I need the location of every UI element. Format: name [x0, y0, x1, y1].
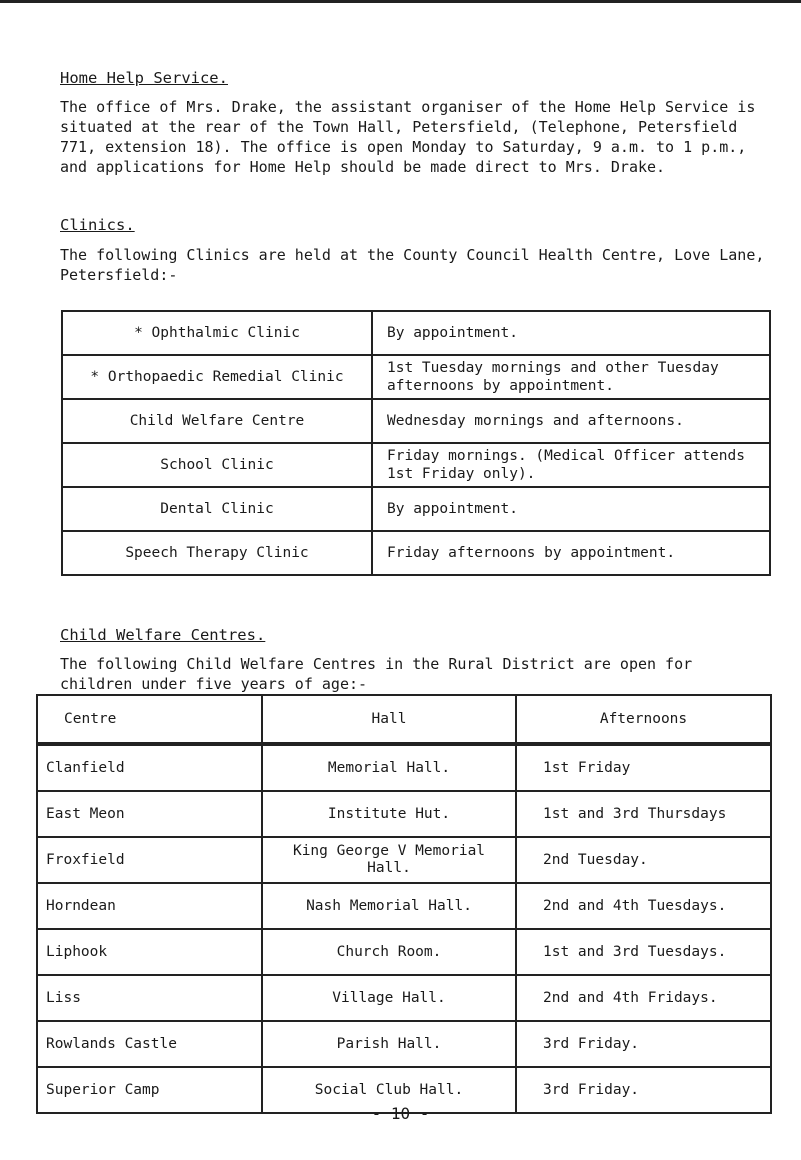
- column-header-afternoons: Afternoons: [516, 695, 771, 744]
- table-row: [62, 311, 770, 355]
- clinic-schedule: Wednesday mornings and afternoons.: [372, 399, 770, 443]
- hall-name: Nash Memorial Hall.: [262, 883, 516, 929]
- child-welfare-heading: Child Welfare Centres.: [60, 626, 266, 644]
- child-welfare-table: [36, 694, 772, 1114]
- column-header-hall: Hall: [262, 695, 516, 744]
- table-row: [62, 531, 770, 575]
- hall-name: Institute Hut.: [262, 791, 516, 837]
- hall-name: Church Room.: [262, 929, 516, 975]
- table-row: [37, 837, 771, 883]
- centre-name: Horndean: [37, 883, 262, 929]
- table-row: [62, 487, 770, 531]
- home-help-heading: Home Help Service.: [60, 69, 228, 87]
- centre-name: Froxfield: [37, 837, 262, 883]
- table-row: [37, 929, 771, 975]
- clinic-schedule: Friday afternoons by appointment.: [372, 531, 770, 575]
- centre-name: Liphook: [37, 929, 262, 975]
- clinics-table: [61, 310, 771, 576]
- clinic-name: * Ophthalmic Clinic: [62, 311, 372, 355]
- column-header-centre: Centre: [37, 695, 262, 744]
- table-row: [37, 975, 771, 1021]
- centre-name: East Meon: [37, 791, 262, 837]
- afternoons: 2nd Tuesday.: [516, 837, 771, 883]
- clinic-name: Dental Clinic: [62, 487, 372, 531]
- clinic-name: School Clinic: [62, 443, 372, 487]
- hall-name: Village Hall.: [262, 975, 516, 1021]
- clinic-schedule: By appointment.: [372, 311, 770, 355]
- centre-name: Liss: [37, 975, 262, 1021]
- centre-name: Superior Camp: [37, 1067, 262, 1113]
- afternoons: 1st and 3rd Thursdays: [516, 791, 771, 837]
- hall-name: Social Club Hall.: [262, 1067, 516, 1113]
- table-row: [62, 355, 770, 399]
- table-header-row: [37, 695, 771, 744]
- home-help-paragraph: The office of Mrs. Drake, the assistant organiser of the Home Help Service is situated at the rear of the Town Hall, Petersfield, (Telephone, Petersfield 771, extension 18). The office is open Monday to Saturday, 9 a.m. to 1 p.m., and applications for Home Help should be made direct to Mrs. Drake.: [60, 98, 756, 176]
- clinic-name: Speech Therapy Clinic: [62, 531, 372, 575]
- afternoons: 2nd and 4th Fridays.: [516, 975, 771, 1021]
- hall-name: Parish Hall.: [262, 1021, 516, 1067]
- table-row: [37, 744, 771, 791]
- centre-name: Clanfield: [37, 744, 262, 791]
- table-row: [62, 443, 770, 487]
- hall-name: King George V Memorial Hall.: [262, 837, 516, 883]
- clinic-schedule: Friday mornings. (Medical Officer attends 1st Friday only).: [372, 443, 770, 487]
- child-welfare-intro: The following Child Welfare Centres in the Rural District are open for children under five years of age:-: [60, 655, 693, 693]
- centre-name: Rowlands Castle: [37, 1021, 262, 1067]
- afternoons: 3rd Friday.: [516, 1067, 771, 1113]
- top-rule: [0, 0, 801, 3]
- hall-name: Memorial Hall.: [262, 744, 516, 791]
- table-row: [37, 1021, 771, 1067]
- clinic-name: * Orthopaedic Remedial Clinic: [62, 355, 372, 399]
- table-row: [37, 883, 771, 929]
- table-row: [37, 791, 771, 837]
- clinic-schedule: 1st Tuesday mornings and other Tuesday afternoons by appointment.: [372, 355, 770, 399]
- afternoons: 3rd Friday.: [516, 1021, 771, 1067]
- afternoons: 1st and 3rd Tuesdays.: [516, 929, 771, 975]
- afternoons: 2nd and 4th Tuesdays.: [516, 883, 771, 929]
- afternoons: 1st Friday: [516, 744, 771, 791]
- clinics-intro: The following Clinics are held at the County Council Health Centre, Love Lane, Petersfield:-: [60, 246, 765, 284]
- table-row: [62, 399, 770, 443]
- page-number: - 10 -: [371, 1104, 430, 1123]
- clinic-schedule: By appointment.: [372, 487, 770, 531]
- clinic-name: Child Welfare Centre: [62, 399, 372, 443]
- clinics-heading: Clinics.: [60, 216, 135, 234]
